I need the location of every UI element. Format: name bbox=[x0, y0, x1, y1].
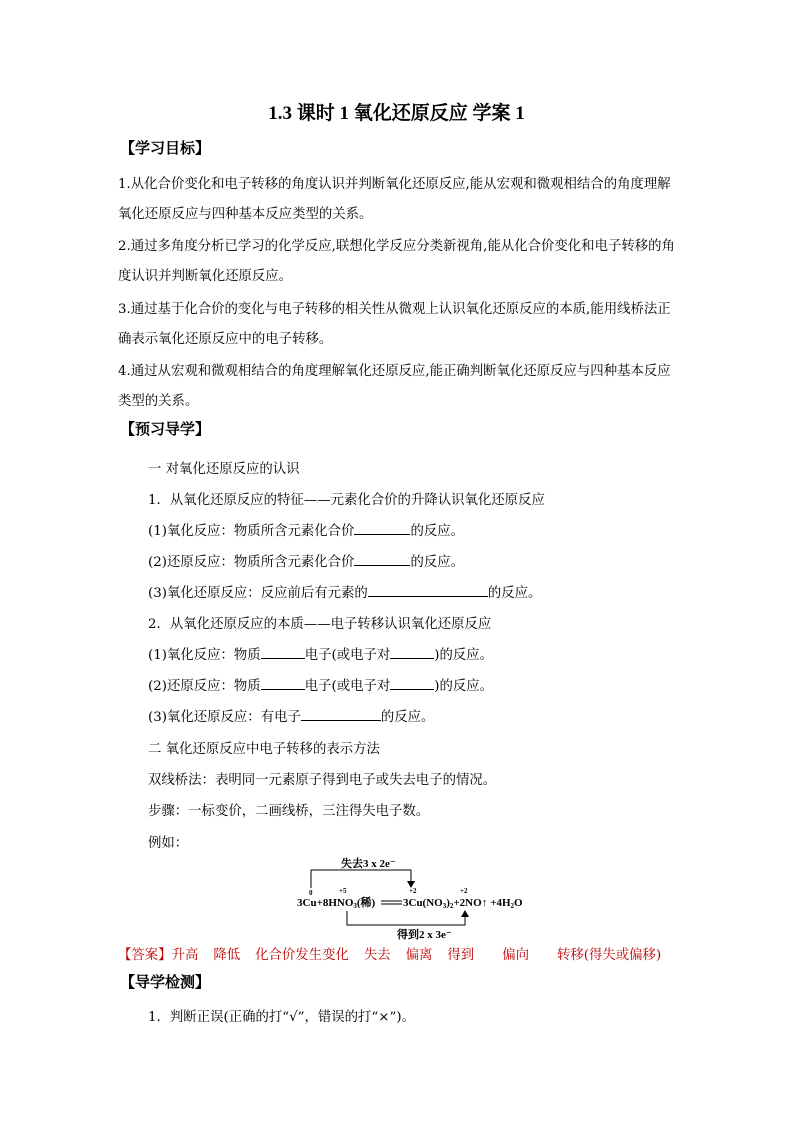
oxstate-n-right: +2 bbox=[460, 887, 468, 895]
eq-water: +4H bbox=[490, 897, 511, 909]
q1b-tail: 的反应。 bbox=[410, 555, 464, 570]
equation-body bbox=[297, 895, 376, 910]
eq-o: O bbox=[514, 897, 523, 909]
q1a-line bbox=[148, 520, 464, 539]
q2a-text: (1)氧化反应：物质 bbox=[148, 648, 261, 663]
equation-products bbox=[403, 897, 523, 910]
section-objectives-heading: 【学习目标】 bbox=[120, 139, 211, 157]
q2a-line bbox=[148, 644, 493, 663]
answer-item: 偏离 bbox=[405, 948, 433, 963]
answer-item: 偏向 bbox=[502, 948, 529, 963]
bottom-bridge-arrowhead bbox=[461, 910, 469, 917]
q1c-line bbox=[148, 582, 541, 601]
answer-label: 【答案】 bbox=[118, 948, 172, 963]
page-title: 1.3 课时 1 氧化还原反应 学案 1 bbox=[268, 103, 525, 124]
answer-item: 化合价发生变化 bbox=[255, 948, 349, 963]
q1a-tail: 的反应。 bbox=[410, 524, 464, 539]
q2b-text: (2)还原反应：物质 bbox=[148, 679, 261, 694]
q2a-mid: 电子(或电子对 bbox=[304, 648, 391, 663]
objective-1: 1.从化合价变化和电子转移的角度认识并判断氧化还原反应,能从宏观和微观相结合的角度理解氧化还原反应与四种基本反应类型的关系。 bbox=[118, 177, 671, 222]
q2c-line bbox=[148, 706, 434, 725]
q2c-text: (3)氧化还原反应：有电子 bbox=[148, 710, 301, 725]
answer-item: 降低 bbox=[213, 948, 241, 963]
section-preview-heading: 【预习导学】 bbox=[120, 420, 211, 438]
eq-no: +2NO bbox=[453, 897, 482, 909]
answer-item: 升高 bbox=[171, 948, 199, 963]
oxstate-cu-left: 0 bbox=[309, 889, 313, 897]
part2-heading: 二 氧化还原反应中电子转移的表示方法 bbox=[148, 742, 380, 757]
q1c-tail: 的反应。 bbox=[487, 586, 542, 601]
answer-item: 得到 bbox=[447, 948, 475, 963]
q1c-blank[interactable] bbox=[368, 583, 488, 597]
top-bridge-line bbox=[311, 870, 411, 888]
example-label: 例如： bbox=[148, 836, 189, 851]
q1a-text: (1)氧化反应：物质所含元素化合价 bbox=[148, 524, 355, 539]
q2b-tail: )的反应。 bbox=[434, 679, 494, 694]
eq-paren: ) bbox=[446, 897, 450, 909]
bottom-bridge-label: 得到2 x 3e⁻ bbox=[397, 929, 452, 940]
eq-cu-left: 3Cu bbox=[297, 897, 317, 909]
top-bridge-label: 失去3 x 2e⁻ bbox=[341, 858, 396, 870]
check-q1: 1．判断正误(正确的打“√”，错误的打“×”)。 bbox=[148, 1010, 415, 1025]
eq-sub3: 3 bbox=[353, 902, 357, 910]
objective-4: 4.通过从宏观和微观相结合的角度理解氧化还原反应,能正确判断氧化还原反应与四种基本反应类型的关系。 bbox=[118, 364, 671, 409]
eq-sub-h: 2 bbox=[510, 902, 515, 910]
steps-text: 步骤：一标变价，二画线桥，三注得失电子数。 bbox=[148, 804, 430, 819]
electron-transfer-equation bbox=[295, 855, 535, 940]
method-text: 双线桥法：表明同一元素原子得到电子或失去电子的情况。 bbox=[148, 773, 497, 788]
q2b-mid: 电子(或电子对 bbox=[304, 679, 391, 694]
oxstate-n-left: +5 bbox=[339, 887, 347, 895]
eq-gas-arrow: ↑ bbox=[481, 897, 488, 909]
part1-heading: 一 对氧化还原反应的认识 bbox=[148, 462, 300, 477]
eq-sub3b: 3 bbox=[442, 902, 447, 910]
q2a-blank-1[interactable] bbox=[261, 645, 305, 659]
q2a-blank-2[interactable] bbox=[390, 645, 434, 659]
q2b-blank-1[interactable] bbox=[261, 676, 305, 690]
section-check-heading: 【导学检测】 bbox=[120, 973, 211, 991]
q2-heading: 2．从氧化还原反应的本质——电子转移认识氧化还原反应 bbox=[148, 617, 492, 632]
q2c-tail: 的反应。 bbox=[380, 710, 435, 725]
q2c-blank[interactable] bbox=[301, 707, 381, 721]
q1b-blank[interactable] bbox=[354, 552, 410, 566]
q1b-line bbox=[148, 551, 464, 570]
answer-line bbox=[118, 944, 676, 963]
eq-hno3: +8HNO bbox=[316, 897, 354, 909]
q1-heading: 1．从氧化还原反应的特征——元素化合价的升降认识氧化还原反应 bbox=[148, 493, 545, 508]
q2a-tail: )的反应。 bbox=[434, 648, 494, 663]
q1c-text: (3)氧化还原反应：反应前后有元素的 bbox=[148, 586, 368, 601]
objective-3: 3.通过基于化合价的变化与电子转移的相关性从微观上认识氧化还原反应的本质,能用线桥法正确表示氧化还原反应中的电子转移。 bbox=[118, 302, 671, 347]
bottom-bridge-line bbox=[347, 911, 465, 925]
eq-cu-right: 3Cu(NO bbox=[403, 897, 443, 909]
q2b-blank-2[interactable] bbox=[390, 676, 434, 690]
objective-2: 2.通过多角度分析已学习的化学反应,联想化学反应分类新视角,能从化合价变化和电子转移的角度认识并判断氧化还原反应。 bbox=[118, 239, 675, 284]
q1a-blank[interactable] bbox=[354, 521, 410, 535]
oxstate-cu-right: +2 bbox=[409, 887, 417, 895]
answer-item: 失去 bbox=[363, 948, 391, 963]
q1b-text: (2)还原反应：物质所含元素化合价 bbox=[148, 555, 355, 570]
answer-item: 转移(得失或偏移) bbox=[556, 948, 662, 963]
q2b-line bbox=[148, 675, 493, 694]
eq-dilute: (稀) bbox=[356, 897, 376, 909]
eq-sub2: 2 bbox=[449, 902, 454, 910]
